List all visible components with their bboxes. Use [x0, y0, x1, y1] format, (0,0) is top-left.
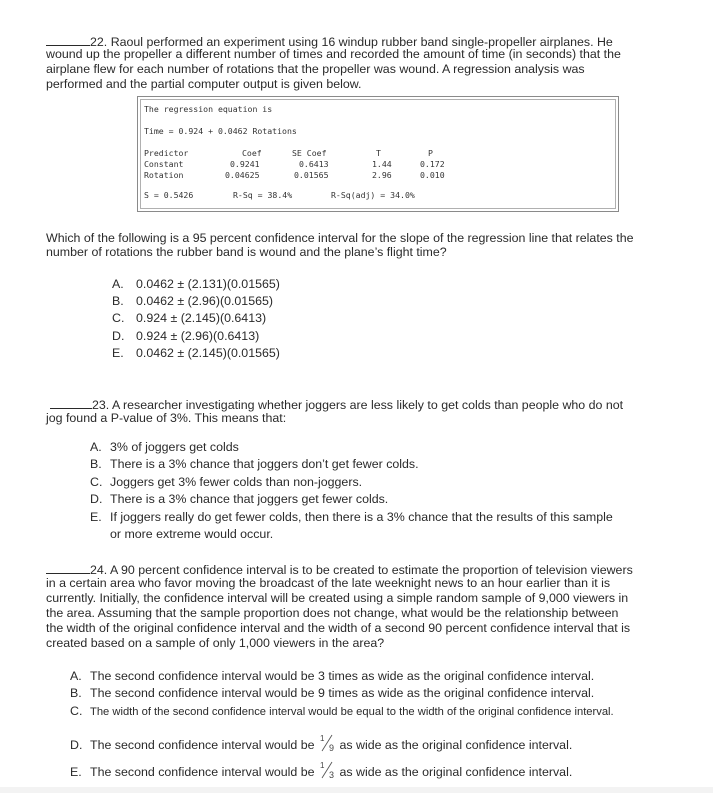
q23-number: 23.: [92, 398, 110, 412]
option-letter: A.: [70, 669, 82, 683]
row-constant-t: 1.44: [372, 159, 392, 169]
row-constant-se-coef: 0.6413: [299, 159, 329, 169]
q22-option-b[interactable]: [112, 295, 273, 308]
q24-text-line-5: the width of the original confidence interval and the width of a second 90 percent confidence interval that is: [46, 621, 631, 635]
q24-text-line-6: created based on a sample of only 1,000 viewers in the area?: [46, 636, 385, 650]
q22-text-line-3: airplane flew for each number of rotations that the propeller was wound. A regression analysis was: [46, 62, 585, 76]
row-constant-predictor: Constant: [144, 159, 184, 169]
fraction-numerator: 1: [320, 734, 325, 743]
option-text: 0.0462 ± (2.145)(0.01565): [136, 346, 280, 360]
header-predictor: Predictor: [144, 148, 189, 158]
q22-text-line-1: Raoul performed an experiment using 16 windup rubber band single-propeller airplanes. He: [110, 35, 613, 49]
row-constant-coef: 0.9241: [230, 159, 260, 169]
option-letter: D.: [90, 492, 103, 506]
option-letter: C.: [70, 704, 83, 718]
option-text: There is a 3% chance that joggers get fewer colds.: [110, 492, 389, 506]
option-text: 0.0462 ± (2.96)(0.01565): [136, 294, 273, 308]
q23-text-line-1: A researcher investigating whether joggers are less likely to get colds than people who do not: [112, 398, 624, 412]
answer-blank-23[interactable]: [50, 397, 92, 409]
q24-option-d[interactable]: [70, 733, 572, 753]
option-text: 0.0462 ± (2.131)(0.01565): [136, 277, 280, 291]
row-rotation-se-coef: 0.01565: [294, 170, 329, 180]
option-text: 0.924 ± (2.145)(0.6413): [136, 311, 267, 325]
option-text: There is a 3% chance that joggers don’t get fewer colds.: [110, 457, 419, 471]
answer-blank-22[interactable]: [46, 34, 90, 46]
q22-question-line-2: number of rotations the rubber band is wound and the plane’s flight time?: [46, 245, 447, 259]
q24-text-line-1: A 90 percent confidence interval is to be created to estimate the proportion of television viewers: [110, 563, 633, 577]
option-letter: D.: [70, 738, 83, 752]
fraction-denominator: 9: [329, 743, 335, 753]
option-text: The second confidence interval would be 9 times as wide as the original confidence interval.: [90, 686, 595, 700]
q22-number: 22.: [90, 35, 108, 49]
option-letter: C.: [112, 311, 125, 325]
option-text-before: The second confidence interval would be: [90, 738, 315, 752]
q24-first-line: [46, 562, 633, 577]
q23-first-line: [50, 397, 623, 412]
option-text: If joggers really do get fewer colds, then there is a 3% chance that the results of this sample: [110, 510, 613, 524]
option-text: 3% of joggers get colds: [110, 440, 239, 454]
q22-question-line-1: Which of the following is a 95 percent confidence interval for the slope of the regression line that relates the: [46, 231, 634, 245]
option-letter: A.: [112, 277, 124, 291]
fraction-one-third: [318, 760, 336, 780]
header-p: P: [428, 148, 433, 158]
stat-s: S = 0.5426: [144, 190, 194, 200]
option-letter: A.: [90, 440, 102, 454]
q22-option-e[interactable]: [112, 347, 280, 360]
q22-option-d[interactable]: [112, 330, 259, 343]
row-rotation-t: 2.96: [372, 170, 392, 180]
option-letter: C.: [90, 475, 103, 489]
q24-option-e[interactable]: [70, 760, 572, 780]
regression-equation: Time = 0.924 + 0.0462 Rotations: [144, 126, 297, 136]
q23-text-line-2: jog found a P-value of 3%. This means that:: [46, 411, 287, 425]
row-rotation-coef: 0.04625: [225, 170, 260, 180]
q23-option-e[interactable]: [90, 511, 613, 524]
answer-blank-24[interactable]: [46, 562, 90, 574]
row-rotation-p: 0.010: [420, 170, 445, 180]
q24-text-line-4: the area. Assuming that the sample proportion does not change, what would be the relationship between: [46, 606, 619, 620]
q22-text-line-2: wound up the propeller a different number of times and recorded the amount of time (in seconds) that the: [46, 47, 621, 61]
stat-r-sq: R-Sq = 38.4%: [233, 190, 293, 200]
q23-option-e-continued: or more extreme would occur.: [110, 527, 274, 541]
option-text: The second confidence interval would be 3 times as wide as the original confidence interval.: [90, 669, 595, 683]
option-letter: E.: [70, 765, 82, 779]
q24-option-a[interactable]: [70, 670, 594, 683]
fraction-numerator: 1: [320, 761, 325, 770]
option-letter: B.: [90, 457, 102, 471]
header-se-coef: SE Coef: [292, 148, 327, 158]
q22-option-a[interactable]: [112, 278, 280, 291]
fraction-slash-icon: [318, 733, 336, 753]
fraction-one-ninth: [318, 733, 336, 753]
option-text: 0.924 ± (2.96)(0.6413): [136, 329, 260, 343]
option-letter: D.: [112, 329, 125, 343]
option-letter: B.: [70, 686, 82, 700]
page-bottom-edge: [0, 787, 713, 793]
q24-text-line-3: currently. Initially, the confidence interval will be created using a simple random sample of 9,000 viewers in: [46, 591, 629, 605]
fraction-slash-icon: [318, 760, 336, 780]
q24-option-c[interactable]: [70, 705, 614, 719]
q22-text-line-4: performed and the partial computer output is given below.: [46, 77, 362, 91]
row-rotation-predictor: Rotation: [144, 170, 184, 180]
q23-option-c[interactable]: [90, 476, 362, 489]
option-text-after: as wide as the original confidence interval.: [339, 765, 573, 779]
row-constant-p: 0.172: [420, 159, 445, 169]
option-letter: B.: [112, 294, 124, 308]
q24-number: 24.: [90, 563, 108, 577]
header-coef: Coef: [242, 148, 262, 158]
header-t: T: [376, 148, 381, 158]
option-letter: E.: [112, 346, 124, 360]
stat-r-sq-adj: R-Sq(adj) = 34.0%: [331, 190, 415, 200]
option-text-before: The second confidence interval would be: [90, 765, 315, 779]
fraction-denominator: 3: [329, 770, 335, 780]
q24-option-b[interactable]: [70, 687, 594, 700]
q24-text-line-2: in a certain area who favor moving the broadcast of the late weeknight news to an hour earlier than it is: [46, 576, 611, 590]
option-text-after: as wide as the original confidence interval.: [339, 738, 573, 752]
q23-option-b[interactable]: [90, 458, 419, 471]
regression-equation-label: The regression equation is: [144, 104, 273, 114]
regression-output-box: [137, 96, 619, 212]
q22-option-c[interactable]: [112, 312, 266, 325]
option-text: The width of the second confidence interval would be equal to the width of the original confidence interval.: [90, 706, 614, 718]
option-letter: E.: [90, 510, 102, 524]
q23-option-d[interactable]: [90, 493, 388, 506]
q23-option-a[interactable]: [90, 441, 239, 454]
option-text: Joggers get 3% fewer colds than non-joggers.: [110, 475, 363, 489]
